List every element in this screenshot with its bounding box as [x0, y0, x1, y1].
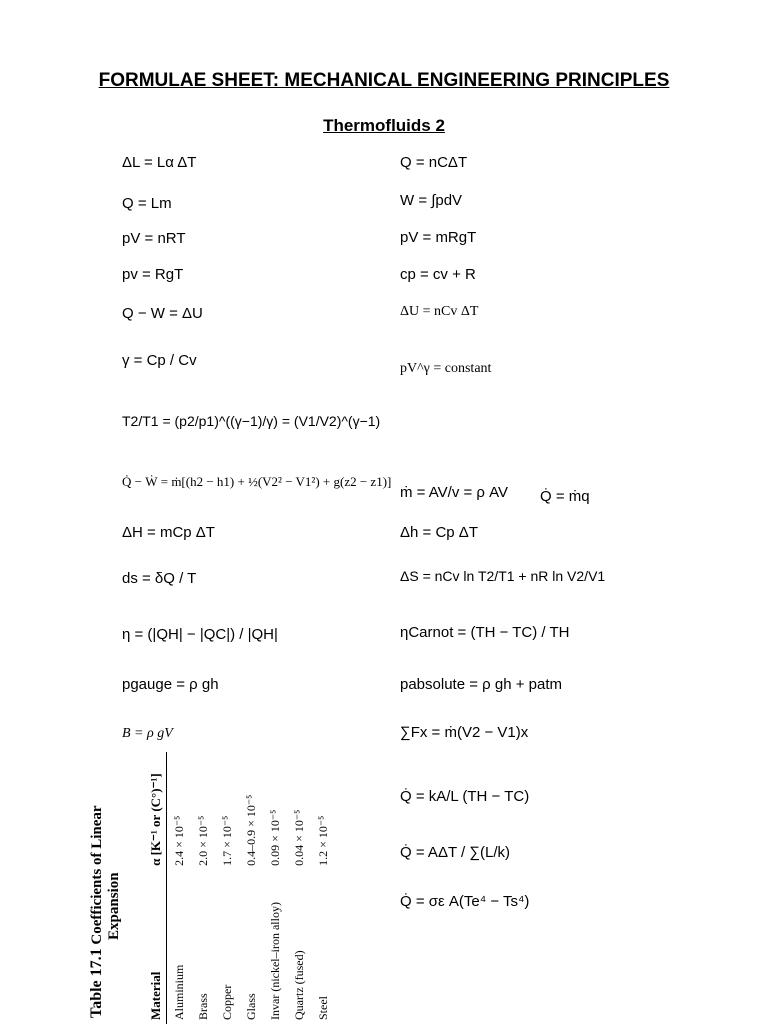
table-caption-line2: Expansion: [106, 872, 122, 940]
table-caption-line1: Coefficients of Linear: [89, 805, 105, 945]
alpha-cell: 1.7 × 10⁻⁵: [219, 815, 234, 866]
column-header-material: Material: [146, 878, 167, 1024]
formula-ideal-gas-mass: pV = mRgT: [400, 229, 477, 246]
table-row: [263, 752, 287, 1024]
material-cell: Brass: [195, 993, 210, 1020]
formula-heat-flow: Q̇ = ṁq: [540, 488, 590, 505]
material-cell: Quartz (fused): [291, 950, 306, 1020]
alpha-cell: 0.4–0.9 × 10⁻⁵: [243, 794, 258, 866]
formula-ideal-gas-specific: pv = RgT: [122, 266, 184, 283]
column-header-alpha: α [K⁻¹ or (C°)⁻¹]: [146, 752, 167, 878]
alpha-cell: 2.4 × 10⁻⁵: [171, 815, 186, 866]
alpha-cell: 0.04 × 10⁻⁵: [291, 809, 306, 866]
expansion-table: [82, 752, 332, 1024]
formula-specific-enthalpy: Δh = Cp ΔT: [400, 524, 478, 541]
formula-mass-flow: ṁ = AV/v = ρ AV: [400, 484, 509, 501]
alpha-cell: 1.2 × 10⁻⁵: [315, 815, 330, 866]
formula-adiabatic-relations: T2/T1 = (p2/p1)^((γ−1)/γ) = (V1/V2)^(γ−1): [122, 413, 381, 429]
material-cell: Invar (nickel–iron alloy): [267, 902, 282, 1020]
formula-momentum: ∑Fx = ṁ(V2 − V1)x: [400, 724, 529, 741]
formula-radiation: Q̇ = σε A(Te⁴ − Ts⁴): [400, 893, 530, 910]
formula-entropy-change: ds = δQ / T: [122, 570, 197, 587]
formula-enthalpy-change: ΔH = mCp ΔT: [122, 524, 215, 541]
formula-ideal-gas-molar: pV = nRT: [122, 230, 186, 247]
formula-gauge-pressure: pgauge = ρ gh: [122, 676, 219, 693]
formula-steady-flow-energy: Q̇ − Ẇ = ṁ[(h2 − h1) + ½(V2² − V1²) + g(z2 − z1)]: [122, 474, 392, 489]
formula-specific-heats: cp = cv + R: [400, 266, 476, 283]
formula-efficiency: η = (|QH| − |QC|) / |QH|: [122, 626, 278, 643]
formula-conduction: Q̇ = kA/L (TH − TC): [400, 788, 530, 805]
table-row: [215, 752, 239, 1024]
formula-first-law: Q − W = ΔU: [122, 305, 203, 322]
table-caption: [82, 752, 106, 1024]
page-title: FORMULAE SHEET: MECHANICAL ENGINEERING PRINCIPLES: [98, 70, 670, 91]
coefficients-table: [146, 752, 332, 1024]
formula-work: W = ∫pdV: [400, 192, 463, 209]
formula-conduction-series: Q̇ = AΔT / ∑(L/k): [400, 844, 511, 861]
material-cell: Glass: [243, 993, 258, 1020]
formula-polytropic: pV^γ = constant: [400, 361, 492, 376]
material-cell: Steel: [315, 996, 330, 1020]
formula-internal-energy: ΔU = nCv ΔT: [400, 304, 479, 319]
material-cell: Aluminium: [171, 964, 186, 1020]
formula-buoyancy: B = ρ gV: [122, 726, 173, 741]
formula-linear-expansion: ΔL = Lα ΔT: [122, 154, 197, 171]
alpha-cell: 2.0 × 10⁻⁵: [195, 815, 210, 866]
table-number: Table 17.1: [88, 948, 105, 1018]
table-row: [311, 752, 332, 1024]
formula-gamma-ratio: γ = Cp / Cv: [122, 352, 197, 369]
formula-latent-heat: Q = Lm: [122, 195, 172, 212]
alpha-cell: 0.09 × 10⁻⁵: [267, 809, 282, 866]
formula-absolute-pressure: pabsolute = ρ gh + patm: [400, 676, 562, 693]
section-subtitle: Thermofluids 2: [323, 116, 445, 135]
formula-entropy-ideal-gas: ΔS = nCv ln T2/T1 + nR ln V2/V1: [400, 568, 606, 584]
table-row: [191, 752, 215, 1024]
table-row: [167, 752, 192, 1024]
material-cell: Copper: [219, 984, 234, 1020]
table-row: [239, 752, 263, 1024]
table-row: [287, 752, 311, 1024]
formula-heat-molar: Q = nCΔT: [400, 154, 468, 171]
formula-carnot-efficiency: ηCarnot = (TH − TC) / TH: [400, 624, 570, 641]
